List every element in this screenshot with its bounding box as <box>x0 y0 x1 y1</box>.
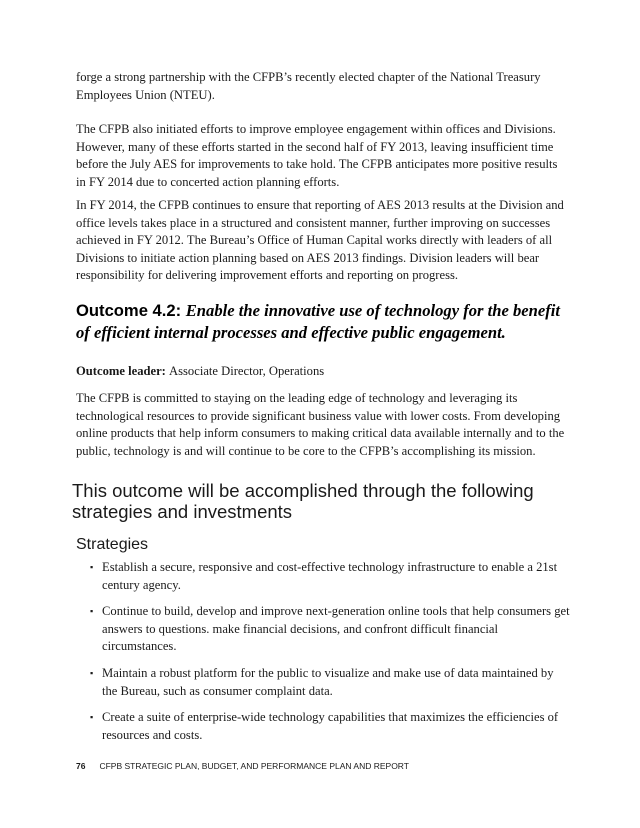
footer-title: CFPB STRATEGIC PLAN, BUDGET, AND PERFORMANCE PLAN AND REPORT <box>99 761 409 771</box>
outcome-heading <box>76 300 576 344</box>
body-paragraph-engagement: The CFPB also initiated efforts to improve employee engagement within offices and Divisions. However, many of these efforts started in the second half of FY 2013, leaving insufficient time before the July AES for improvements to take hold. The CFPB anticipates more positive results in FY 2014 due to concerted action planning efforts. <box>76 122 558 189</box>
outcome-label: Outcome 4.2: <box>76 301 186 320</box>
bullet-icon: ▪ <box>90 712 94 723</box>
strategy-text: Create a suite of enterprise-wide technology capabilities that maximizes the efficiencies of resources and costs. <box>102 710 559 742</box>
outcome-description: The CFPB is committed to staying on the leading edge of technology and leveraging its technological resources to provide significant business value with lower costs. From developing online products that help inform consumers to making critical data available internally and to the public, technology is and will continue to be core to the CFPB’s accomplishing its mission. <box>76 391 565 458</box>
strategies-list <box>92 559 572 753</box>
strategy-item <box>92 665 572 700</box>
outcome-text: Enable the innovative use of technology for the benefit of efficient internal processes and effective public engagement. <box>76 301 560 342</box>
outcome-leader-label: Outcome leader: <box>76 364 170 378</box>
strategy-text: Establish a secure, responsive and cost-effective technology infrastructure to enable a 21st century agency. <box>102 560 558 592</box>
body-paragraph-continued: forge a strong partnership with the CFPB’s recently elected chapter of the National Treasury Employees Union (NTEU). <box>76 70 541 102</box>
body-paragraph-fy2014: In FY 2014, the CFPB continues to ensure that reporting of AES 2013 results at the Division and office levels takes place in a structured and consistent manner, further improving on successes achieved in FY 2012. The Bureau’s Office of Human Capital works directly with leaders of all Divisions to initiate action planning based on AES 2013 findings. Division leaders will bear responsibility for delivering improvement efforts and reporting on progress. <box>76 198 564 283</box>
strategy-text: Continue to build, develop and improve next-generation online tools that help consumers get answers to questions. make financial decisions, and confront difficult financial circumstances. <box>102 604 570 654</box>
bullet-icon: ▪ <box>90 562 94 572</box>
strategy-text: Maintain a robust platform for the public to visualize and make use of data maintained by the Bureau, such as consumer complaint data. <box>102 665 554 698</box>
accomplish-heading: This outcome will be accomplished through the following strategies and investments <box>72 480 534 522</box>
outcome-leader-value: Associate Director, Operations <box>169 364 325 378</box>
strategy-item <box>92 603 572 656</box>
outcome-leader <box>76 363 324 381</box>
bullet-icon: ▪ <box>90 606 94 617</box>
strategy-item <box>92 559 572 594</box>
page-number: 76 <box>76 761 86 771</box>
strategy-item <box>92 709 572 744</box>
bullet-icon: ▪ <box>90 667 94 678</box>
page-footer <box>76 760 409 772</box>
strategies-heading: Strategies <box>76 536 149 553</box>
